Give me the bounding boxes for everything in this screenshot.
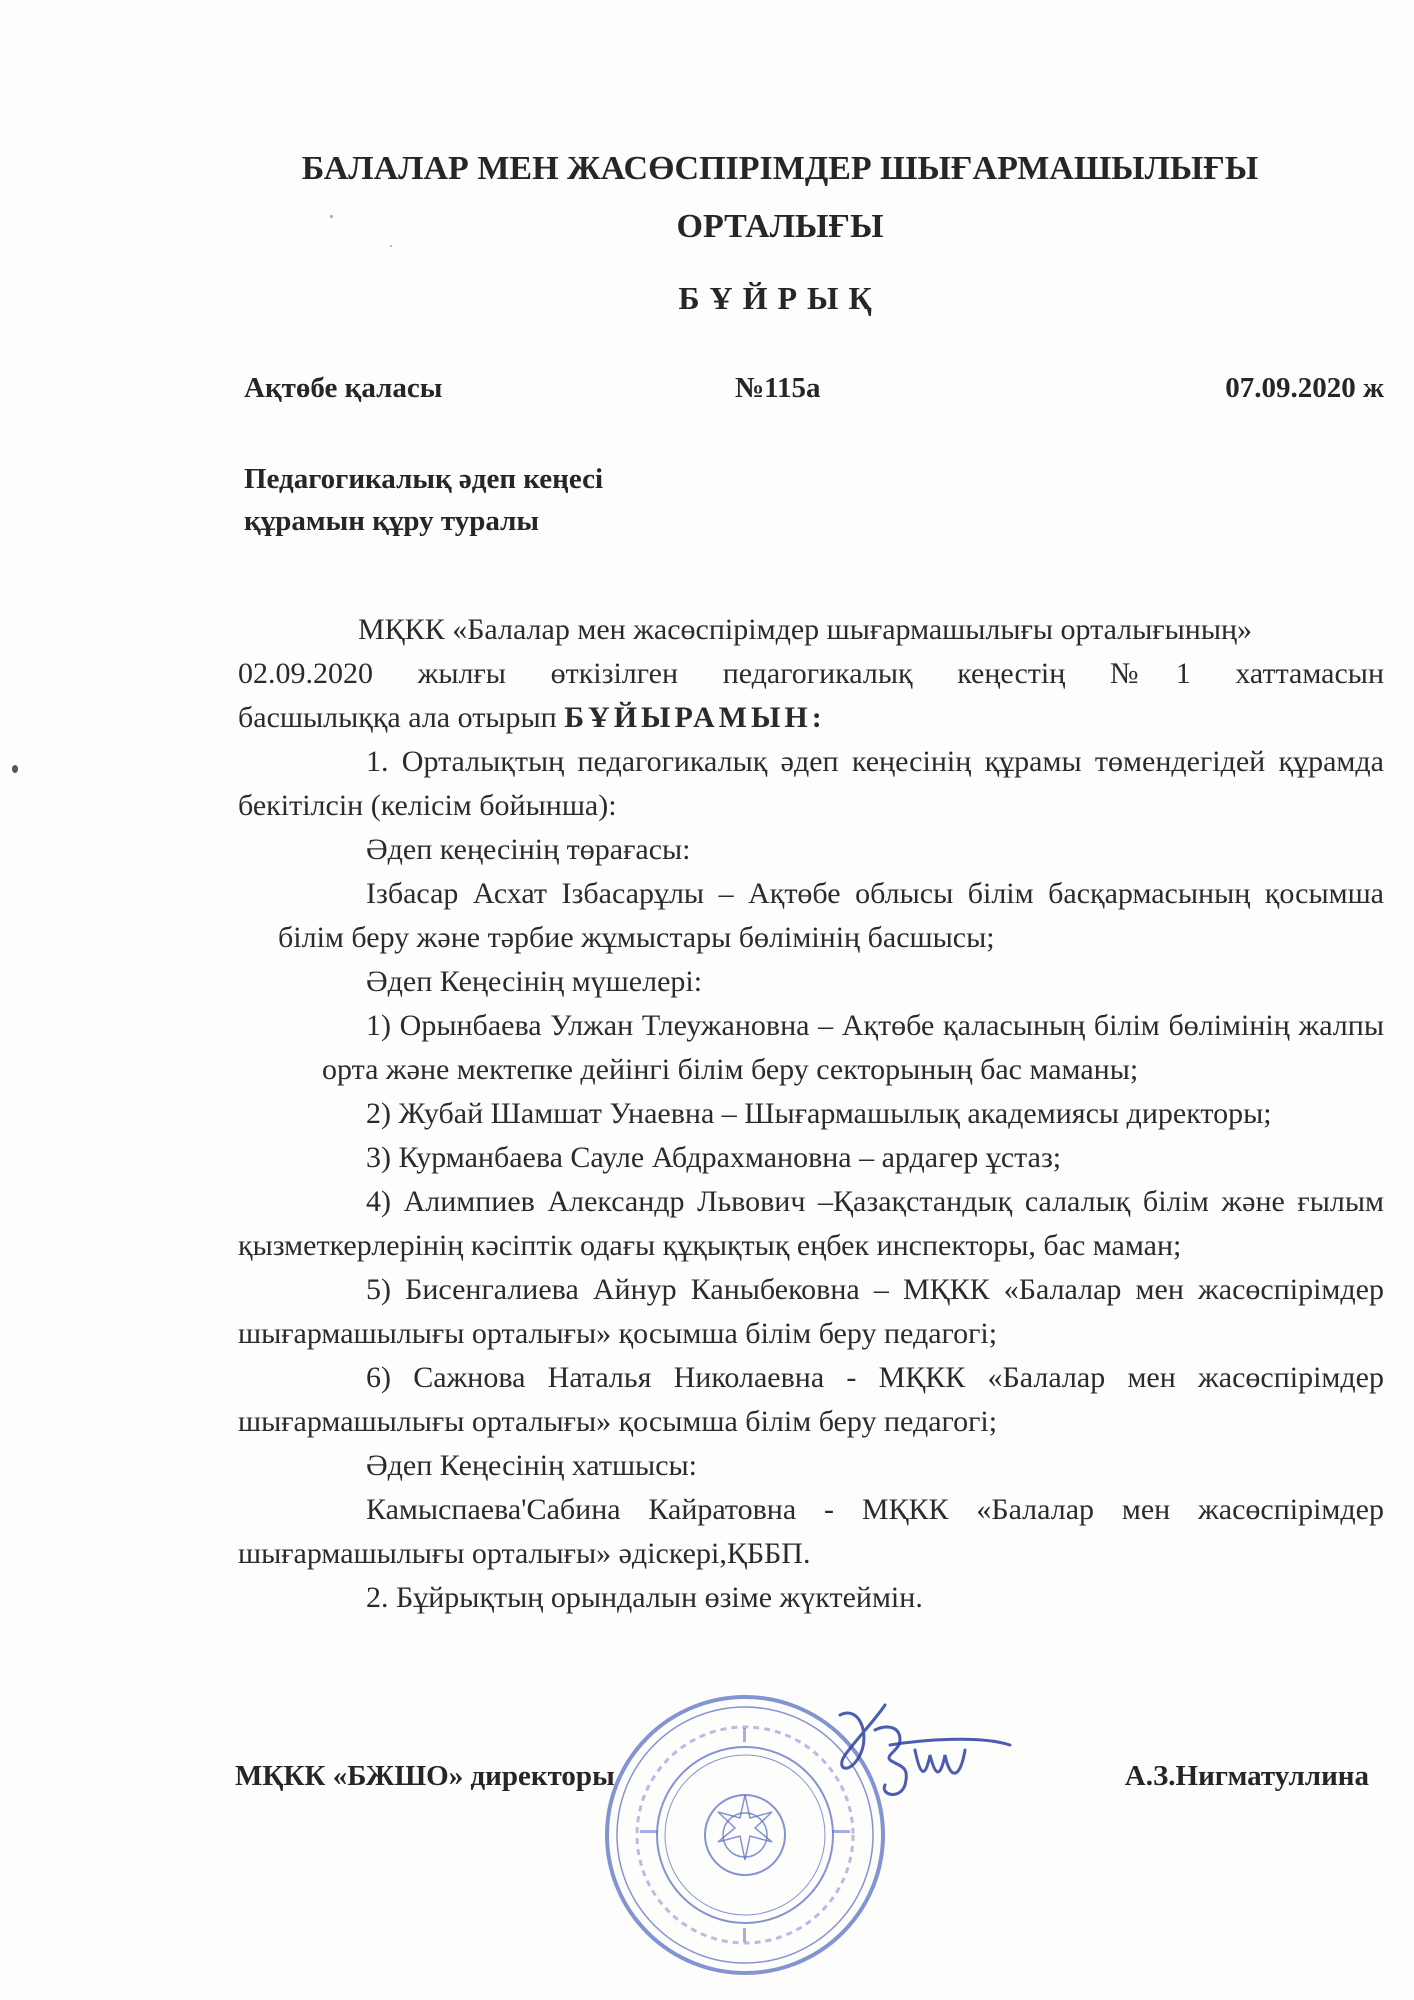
document-body	[238, 608, 1384, 1620]
member-3: 3) Курманбаева Сауле Абдрахмановна – ардагер ұстаз;	[366, 1141, 1062, 1174]
intro-line1: МҚКК «Балалар мен жасөспірімдер шығармашылығы орталығының»	[358, 613, 1253, 646]
scan-speck	[390, 245, 392, 247]
member-6: 6) Сажнова Наталья Николаевна - МҚКК «Балалар мен жасөспірімдер шығармашылығы орталығы» қосымша білім беру педагогі;	[238, 1361, 1384, 1438]
organization-title	[280, 140, 1280, 256]
chair-heading: Әдеп кеңесінің төрағасы:	[366, 833, 691, 866]
director-signature	[830, 1695, 1020, 1815]
chair-text: Ізбасар Асхат Ізбасарұлы – Ақтөбе облысы білім басқармасының қосымша білім беру және тәрбие жұмыстары бөлімінің басшысы;	[278, 877, 1384, 954]
secretary-heading: Әдеп Кеңесінің хатшысы:	[366, 1449, 698, 1482]
subject-line1: Педагогикалық әдеп кеңесі	[244, 463, 604, 495]
document-number: №115а	[735, 372, 821, 404]
signature-name: А.З.Нигматуллина	[1124, 1760, 1369, 1792]
document-date: 07.09.2020 ж	[1225, 372, 1384, 404]
intro-line2: 02.09.2020 жылғы өткізілген педагогикалық кеңестің №1 хаттамасын	[238, 657, 1384, 690]
organization-title-line2: ОРТАЛЫҒЫ	[676, 208, 884, 245]
members-heading: Әдеп Кеңесінің мүшелері:	[366, 965, 703, 998]
intro-line3: басшылыққа ала отырып	[238, 701, 557, 734]
item-1: 1. Орталықтың педагогикалық әдеп кеңесінің құрамы төмендегідей құрамда бекітілсін (келісім бойынша):	[238, 745, 1384, 822]
document-city: Ақтөбе қаласы	[244, 372, 443, 404]
member-2: 2) Жубай Шамшат Унаевна – Шығармашылық академиясы директоры;	[366, 1097, 1272, 1130]
scan-speck	[12, 765, 18, 773]
scan-speck	[330, 215, 333, 218]
document-type: БҰЙРЫҚ	[678, 280, 882, 316]
member-5: 5) Бисенгалиева Айнур Каныбековна – МҚКК «Балалар мен жасөспірімдер шығармашылығы орталығы» қосымша білім беру педагогі;	[238, 1273, 1384, 1350]
secretary-text: Камыспаева'Сабина Кайратовна - МҚКК «Балалар мен жасөспірімдер шығармашылығы орталығы» әдіскері,ҚББП.	[238, 1493, 1384, 1570]
item-2: 2. Бұйрықтың орындалын өзіме жүктеймін.	[366, 1581, 923, 1614]
signature-title: МҚКК «БЖШО» директоры	[235, 1760, 615, 1792]
intro-line3-wrapper	[238, 696, 1384, 740]
member-1: 1) Орынбаева Улжан Тлеужановна – Ақтөбе қаласының білім бөлімінің жалпы орта және мектепке дейінгі білім беру секторының бас маманы;	[322, 1009, 1384, 1086]
organization-title-line1: БАЛАЛАР МЕН ЖАСӨСПІРІМДЕР ШЫҒАРМАШЫЛЫҒЫ	[301, 150, 1259, 187]
member-4: 4) Алимпиев Александр Львович –Қазақстандық салалық білім және ғылым қызметкерлерінің кәсіптік одағы құқықтық еңбек инспекторы, бас маман;	[238, 1185, 1384, 1262]
document-subject	[244, 458, 603, 542]
order-word: БҰЙЫРАМЫН:	[564, 701, 826, 734]
subject-line2: құрамын құру туралы	[244, 505, 540, 537]
